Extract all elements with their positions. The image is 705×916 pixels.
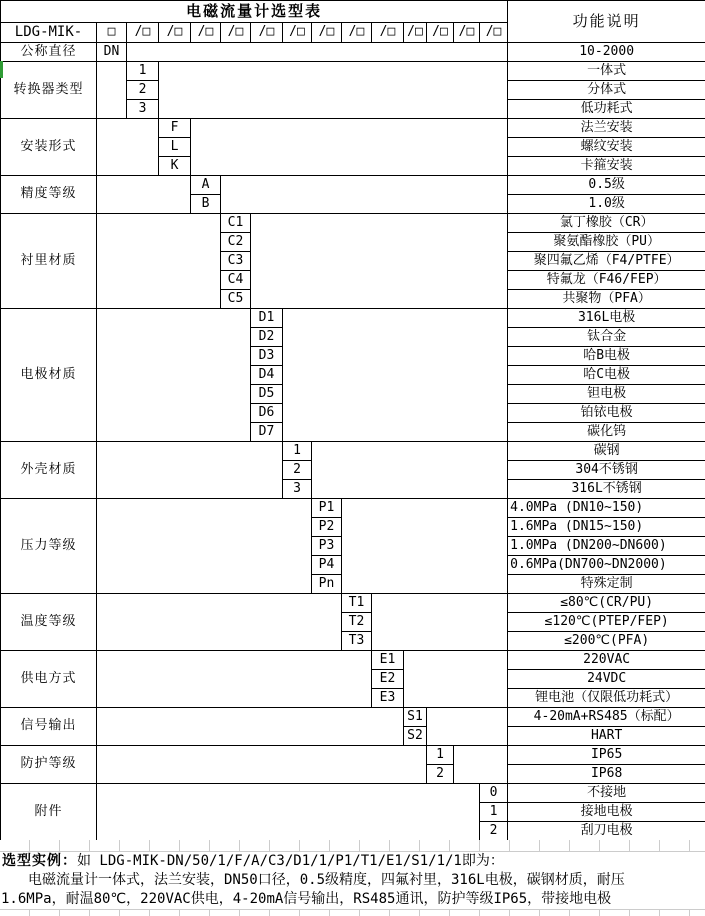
code-box-8: /□ [312,23,342,43]
code-cell: P4 [312,556,342,575]
code-cell: C1 [221,214,251,233]
code-cell: F [159,119,191,138]
code-cell: S2 [404,727,427,746]
example-block [0,840,705,916]
table-title: 电磁流量计选型表 [1,1,508,23]
description-cell: 哈C电极 [508,366,705,385]
description-cell: 卡箍安装 [508,157,705,176]
category-label: 附件 [1,784,97,841]
category-label: 防护等级 [1,746,97,784]
category-label: 供电方式 [1,651,97,708]
code-cell: 2 [127,81,159,100]
description-cell: HART [508,727,705,746]
spacer-left [97,176,191,214]
code-cell: E3 [372,689,404,708]
code-cell: E2 [372,670,404,689]
code-cell: P1 [312,499,342,518]
grid-strip-bottom [0,909,705,916]
code-cell: P2 [312,518,342,537]
code-cell: C4 [221,271,251,290]
spacer-right [159,62,508,119]
code-cell: D6 [251,404,283,423]
spacer-left [97,594,342,651]
code-box-13: /□ [454,23,480,43]
description-cell: IP68 [508,765,705,784]
description-cell: 钛合金 [508,328,705,347]
code-cell: D1 [251,309,283,328]
description-cell: ≤120℃(PTEP/FEP) [508,613,705,632]
spacer-left [97,119,159,176]
description-cell: 分体式 [508,81,705,100]
code-cell: C5 [221,290,251,309]
code-box-6: /□ [251,23,283,43]
description-cell: 24VDC [508,670,705,689]
code-cell: C2 [221,233,251,252]
example-line2: 电磁流量计一体式，法兰安装，DN50口径，0.5级精度，四氟衬里，316L电极，碳钢材质，耐压 [28,872,625,888]
category-label: 公称直径 [1,43,97,62]
description-cell: 接地电极 [508,803,705,822]
example-intro: 如 LDG-MIK-DN/50/1/F/A/C3/D1/1/P1/T1/E1/S1/1/1即为： [77,853,504,869]
description-cell: 10-2000 [508,43,705,62]
description-cell: 220VAC [508,651,705,670]
code-cell: 1 [283,442,312,461]
code-cell: D2 [251,328,283,347]
code-box-7: /□ [283,23,312,43]
code-box-3: /□ [159,23,191,43]
spacer-right [251,214,508,309]
description-cell: 316L不锈钢 [508,480,705,499]
description-cell: 4.0MPa (DN10~150) [508,499,705,518]
description-cell: 特殊定制 [508,575,705,594]
spacer-right [342,499,508,594]
description-cell: 聚四氟乙烯（F4/PTFE） [508,252,705,271]
description-cell: 316L电极 [508,309,705,328]
category-label: 衬里材质 [1,214,97,309]
code-box-2: /□ [127,23,159,43]
code-box-12: /□ [427,23,454,43]
code-cell: 1 [427,746,454,765]
description-cell: 304不锈钢 [508,461,705,480]
code-box-11: /□ [404,23,427,43]
description-cell: ≤200℃(PFA) [508,632,705,651]
description-cell: 低功耗式 [508,100,705,119]
spacer-right [372,594,508,651]
description-cell: 碳化钨 [508,423,705,442]
example-title-line [0,852,705,871]
description-cell: 0.5级 [508,176,705,195]
description-cell: 不接地 [508,784,705,803]
code-cell: T3 [342,632,372,651]
code-cell: D3 [251,347,283,366]
description-cell: 1.6MPa (DN15~150) [508,518,705,537]
spacer-left [97,309,251,442]
category-label: 精度等级 [1,176,97,214]
code-box-5: /□ [221,23,251,43]
spacer-left [97,746,427,784]
spacer-right [427,708,508,746]
spacer-left [97,651,372,708]
code-cell: T2 [342,613,372,632]
code-cell: K [159,157,191,176]
code-cell: 3 [127,100,159,119]
description-cell: IP65 [508,746,705,765]
code-cell: 1 [127,62,159,81]
description-cell: 哈B电极 [508,347,705,366]
category-label: 压力等级 [1,499,97,594]
code-cell: 2 [427,765,454,784]
description-cell: 一体式 [508,62,705,81]
code-cell: Pn [312,575,342,594]
description-cell: 1.0MPa (DN200~DN600) [508,537,705,556]
code-cell: B [191,195,221,214]
grid-strip-top [0,840,705,852]
code-cell: S1 [404,708,427,727]
spacer-left [97,784,480,841]
category-label: 转换器类型 [1,62,97,119]
code-cell: DN [97,43,127,62]
code-cell: A [191,176,221,195]
description-cell: 法兰安装 [508,119,705,138]
code-cell: E1 [372,651,404,670]
description-cell: 0.6MPa(DN700~DN2000) [508,556,705,575]
example-label: 选型实例： [2,853,77,869]
spacer-right [283,309,508,442]
description-cell: 钽电极 [508,385,705,404]
code-box-4: /□ [191,23,221,43]
model-prefix: LDG-MIK- [1,23,97,43]
spacer-right [221,176,508,214]
code-cell: C3 [221,252,251,271]
description-cell: 铂铱电极 [508,404,705,423]
code-cell: L [159,138,191,157]
code-cell: 3 [283,480,312,499]
code-cell: 0 [480,784,508,803]
spacer-left [97,499,312,594]
example-line3: 1.6MPa，耐温80℃，220VAC供电，4-20mA信号输出，RS485通讯，防护等级IP65，带接地电极 [1,891,612,907]
description-cell: 共聚物（PFA） [508,290,705,309]
function-header: 功能说明 [508,1,705,43]
code-cell: P3 [312,537,342,556]
category-label: 电极材质 [1,309,97,442]
spacer-right [404,651,508,708]
code-box-14: /□ [480,23,508,43]
spacer-right [127,43,508,62]
description-cell: 锂电池（仅限低功耗式） [508,689,705,708]
spacer-right [191,119,508,176]
code-cell: D4 [251,366,283,385]
code-cell: D5 [251,385,283,404]
description-cell: 特氟龙（F46/FEP） [508,271,705,290]
description-cell: 1.0级 [508,195,705,214]
spacer-right [454,746,508,784]
cell-marker-green [0,61,3,78]
code-box-1: □ [97,23,127,43]
code-cell: T1 [342,594,372,613]
spacer-left [97,442,283,499]
code-cell: D7 [251,423,283,442]
spacer-left [97,214,221,309]
category-label: 外壳材质 [1,442,97,499]
code-cell: 2 [480,822,508,841]
code-box-9: /□ [342,23,372,43]
description-cell: 碳钢 [508,442,705,461]
code-box-10: /□ [372,23,404,43]
code-cell: 1 [480,803,508,822]
description-cell: 螺纹安装 [508,138,705,157]
category-label: 安装形式 [1,119,97,176]
category-label: 信号输出 [1,708,97,746]
spacer-right [312,442,508,499]
description-cell: 4-20mA+RS485（标配） [508,708,705,727]
description-cell: 氯丁橡胶（CR） [508,214,705,233]
category-label: 温度等级 [1,594,97,651]
description-cell: 刮刀电极 [508,822,705,841]
spacer-left [97,62,127,119]
description-cell: 聚氨酯橡胶（PU） [508,233,705,252]
spacer-left [97,708,404,746]
description-cell: ≤80℃(CR/PU) [508,594,705,613]
code-cell: 2 [283,461,312,480]
